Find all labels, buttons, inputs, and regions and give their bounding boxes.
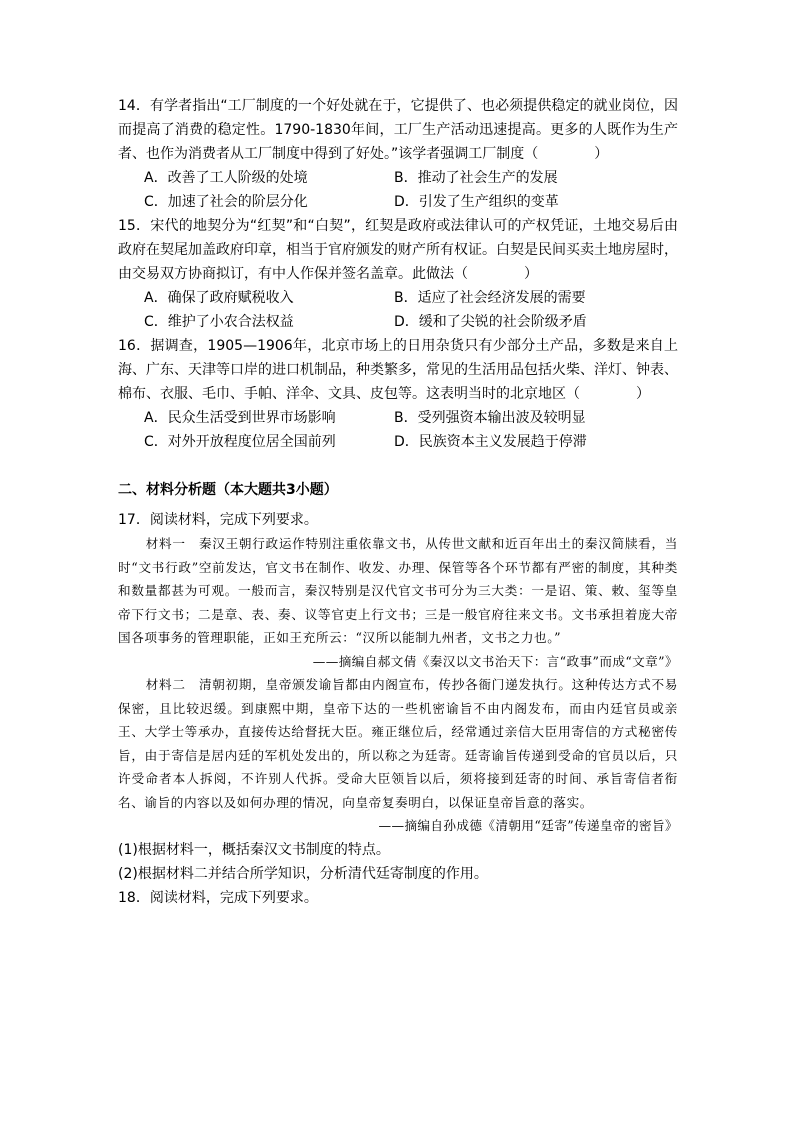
option-d: D．引发了生产组织的变革 <box>394 194 559 210</box>
section-title: 二、材料分析题（本大题共3小题） <box>118 482 338 498</box>
question-16 <box>118 334 678 454</box>
question-14-options <box>144 166 678 214</box>
question-17-intro: 17．阅读材料，完成下列要求。 <box>118 512 318 528</box>
option-b: B．适应了社会经济发展的需要 <box>394 290 586 306</box>
material-two: 材料二 清朝初期，皇帝颁发谕旨都由内阁宣布，传抄各衙门递发执行。这种传达方式不易保密，且比较迟缓。到康熙中期，皇帝下达的一些机密谕旨不由内阁发布，而由内廷官员或亲王、大学士等承办，直接传达给督抚大臣。雍正继位后，经常通过亲信大臣用寄信的方式秘密传旨，由于寄信是居内廷的军机处发出的，所以称之为廷寄。廷寄谕旨传递到受命的官员以后，只许受命者本人拆阅，不许别人代拆。受命大臣领旨以后，须将接到廷寄的时间、承旨寄信者衔名、谕旨的内容以及如何办理的情况，向皇帝复奏明白，以保证皇帝旨意的落实。 <box>118 677 678 810</box>
option-b: B．受列强资本输出波及较明显 <box>394 410 586 426</box>
option-c: C．加速了社会的阶层分化 <box>144 194 308 210</box>
option-c: C．对外开放程度位居全国前列 <box>144 434 336 450</box>
question-15 <box>118 214 678 334</box>
material-two-source: ——摘编自孙成德《清朝用“廷寄”传递皇帝的密旨》 <box>378 818 678 833</box>
sub-question-2: (2)根据材料二并结合所学知识，分析清代廷寄制度的作用。 <box>118 865 488 882</box>
option-c: C．维护了小农合法权益 <box>144 314 294 330</box>
option-a: A．民众生活受到世界市场影响 <box>144 410 336 426</box>
exam-page <box>118 94 678 910</box>
option-b: B．推动了社会生产的发展 <box>394 170 558 186</box>
question-14 <box>118 94 678 214</box>
material-one-source: ——摘编自郝文倩《秦汉以文书治天下：言“政事”而成“文章”》 <box>312 653 678 669</box>
option-a: A．改善了工人阶级的处境 <box>144 170 308 186</box>
material-one: 材料一 秦汉王朝行政运作特别注重依靠文书，从传世文献和近百年出土的秦汉简牍看，当时“文书行政”空前发达，官文书在制作、收发、办理、保管等各个环节都有严密的制度，其种类和数量都甚为可观。一般而言，秦汉特别是汉代官文书可分为三大类：一是诏、策、敕、玺等皇帝下行文书；二是章、表、奏、议等官吏上行文书；三是一般官府往来文书。文书承担着庞大帝国各项事务的管理职能，正如王充所云：“汉所以能制九州者，文书之力也。” <box>118 536 678 645</box>
question-16-stem: 16．据调查，1905—1906年，北京市场上的日用杂货只有少部分土产品，多数是来自上海、广东、天津等口岸的进口机制品，种类繁多，常见的生活用品包括火柴、洋灯、钟表、棉布、衣服、毛巾、手帕、洋伞、文具、皮包等。这表明当时的北京地区（ ） <box>118 338 678 402</box>
question-14-stem: 14．有学者指出“工厂制度的一个好处就在于，它提供了、也必须提供稳定的就业岗位，因而提高了消费的稳定性。1790-1830年间，工厂生产活动迅速提高。更多的人既作为生产者、也作为消费者从工厂制度中得到了好处。”该学者强调工厂制度（ ） <box>118 98 678 162</box>
option-a: A．确保了政府赋税收入 <box>144 290 294 306</box>
sub-question-1: (1)根据材料一，概括秦汉文书制度的特点。 <box>118 841 390 858</box>
question-16-options <box>144 406 678 454</box>
option-d: D．缓和了尖锐的社会阶级矛盾 <box>394 314 587 330</box>
question-15-stem: 15．宋代的地契分为“红契”和“白契”，红契是政府或法律认可的产权凭证，土地交易后由政府在契尾加盖政府印章，相当于官府颁发的财产所有权证。白契是民间买卖土地房屋时，由交易双方协商拟订，有中人作保并签名盖章。此做法（ ） <box>118 218 678 282</box>
option-d: D．民族资本主义发展趋于停滞 <box>394 434 587 450</box>
question-15-options <box>144 286 678 334</box>
question-18-intro: 18．阅读材料，完成下列要求。 <box>118 889 318 906</box>
question-18 <box>118 886 678 910</box>
question-17 <box>118 508 678 886</box>
